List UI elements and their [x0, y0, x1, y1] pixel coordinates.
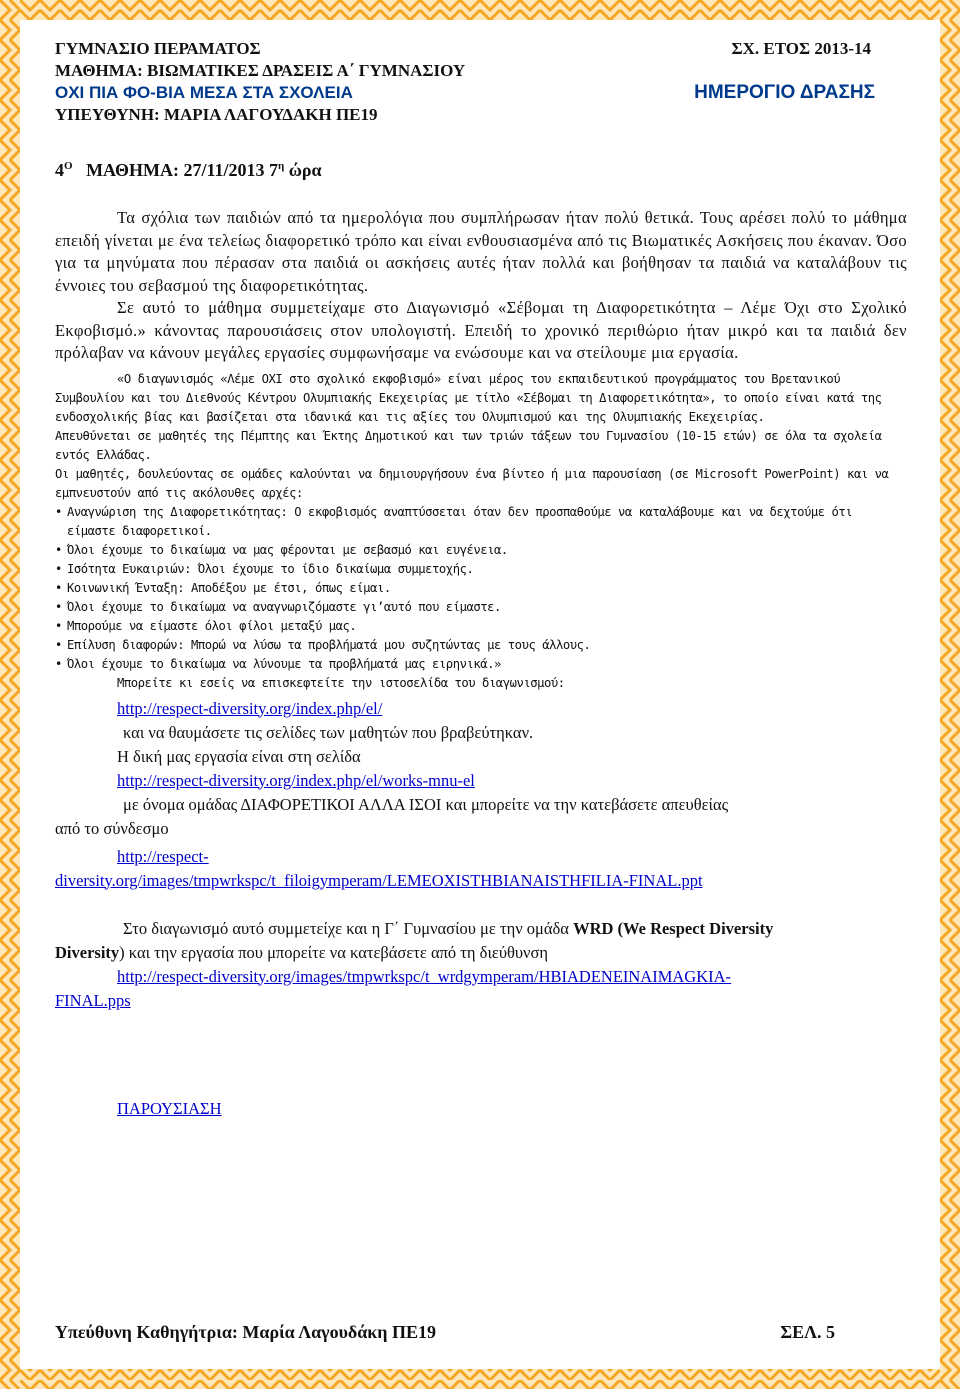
- lesson-heading: $4^O$ ΜΑΘΗΜΑ: 27/11/2013 $7^\eta$ ώρα: [55, 160, 322, 180]
- g-team-name: WRD (We Respect Diversity: [573, 918, 774, 938]
- diary-title: ΗΜΕΡΟΓΙΟ ΔΡΑΣΗΣ: [694, 82, 875, 103]
- paragraph-comments: Τα σχόλια των παιδιών από τα ημερολόγια που συμπλήρωσαν ήταν πολύ θετικά. Τους αρέσει πολύ το μάθημα επειδή γίνεται με ένα τελείως διαφορετικό τρόπο και είναι ενθουσιασμένα από τις Βιωματικές Ασκήσεις που έκαναν. Όσο για τα μηνύματα που πέρασαν στα παιδιά οι ασκήσεις αυτές ήταν πολλά και βοήθησαν τα παιδιά να καταλάβουν τις έννοιες του σεβασμού της διαφορετικότητας.: [55, 208, 907, 295]
- admire-text: και να θαυμάσετε τις σελίδες των μαθητών που βραβεύτηκαν.: [123, 722, 534, 742]
- list-item: • Όλοι έχουμε το δικαίωμα να μας φέρονται με σεβασμό και ευγένεια.: [55, 542, 508, 557]
- presentation-link[interactable]: ΠΑΡΟΥΣΙΑΣΗ: [117, 1098, 222, 1118]
- g-class-line-2: Diversity) και την εργασία που μπορείτε να κατεβάσετε από τη διεύθυνση: [55, 942, 549, 962]
- list-item: • Κοινωνική Ένταξη: Αποδέξου με έτσι, όπως είμαι.: [55, 580, 391, 595]
- course-title: ΜΑΘΗΜΑ: ΒΙΩΜΑΤΙΚΕΣ ΔΡΑΣΕΙΣ Α΄ ΓΥΜΝΑΣΙΟΥ: [55, 61, 466, 80]
- ppt-download-link-part1[interactable]: http://respect-: [117, 846, 209, 866]
- list-item: • Όλοι έχουμε το δικαίωμα να αναγνωριζόμαστε γι’αυτό που είμαστε.: [55, 599, 501, 614]
- paragraph-contest: Σε αυτό το μάθημα συμμετείχαμε στο Διαγωνισμό «Σέβομαι τη Διαφορετικότητα – Λέμε Όχι στο Σχολικό Εκφοβισμό.» κάνοντας παρουσιάσεις στον υπολογιστή. Επειδή το χρονικό περιθώριο ήταν μικρό και τα παιδιά δεν πρόλαβαν να κάνουν μεγάλες εργασίες συμφωνήσαμε να ενώσουμε και να στείλουμε μια εργασία.: [55, 298, 907, 362]
- team-line: με όνομα ομάδας ΔΙΑΦΟΡΕΤΙΚΟΙ ΑΛΛΑ ΙΣΟΙ και μπορείτε να την κατεβάσετε απευθείας: [123, 794, 729, 814]
- our-work-text: Η δική μας εργασία είναι στη σελίδα: [117, 746, 361, 766]
- school-name: ΓΥΜΝΑΣΙΟ ΠΕΡΑΜΑΤΟΣ: [55, 39, 261, 58]
- works-page-link[interactable]: http://respect-diversity.org/index.php/el/works-mnu-el: [117, 770, 475, 790]
- list-item: • Όλοι έχουμε το δικαίωμα να λύνουμε τα προβλήματά μας ειρηνικά.»: [55, 656, 501, 671]
- list-item: • Ισότητα Ευκαιριών: Όλοι έχουμε το ίδιο δικαίωμα συμμετοχής.: [55, 561, 474, 576]
- contest-audience: Απευθύνεται σε μαθητές της Πέμπτης και Έκτης Δημοτικού και των τριών τάξεων του Γυμνασίου (10-15 ετών) σε όλα τα σχολεία εντός Ελλάδας.: [55, 428, 882, 462]
- page-number: ΣΕΛ. 5: [780, 1322, 835, 1342]
- contest-description: [55, 370, 907, 693]
- visit-site-text: Μπορείτε κι εσείς να επισκεφτείτε την ιστοσελίδα του διαγωνισμού:: [117, 675, 565, 690]
- links-section: [55, 697, 907, 1121]
- project-title: ΟΧΙ ΠΙΑ ΦΟ-ΒΙΑ ΜΕΣΑ ΣΤΑ ΣΧΟΛΕΙΑ: [55, 83, 353, 102]
- from-link-text: από το σύνδεσμο: [55, 818, 169, 838]
- document-header: [55, 38, 907, 126]
- principles-list: [55, 503, 907, 674]
- school-year: ΣΧ. ΕΤΟΣ 2013-14: [731, 39, 871, 58]
- pps-download-link-part1[interactable]: http://respect-diversity.org/images/tmpwrkspc/t_wrdgymperam/HBIADENEINAIMAGKIA-: [117, 966, 732, 986]
- list-item: • Επίλυση διαφορών: Μπορώ να λύσω τα προβλήματά μου συζητώντας με τους άλλους.: [55, 637, 591, 652]
- pps-download-link-part2[interactable]: FINAL.pps: [55, 990, 131, 1010]
- page-content: [55, 38, 907, 1121]
- contest-task: Οι μαθητές, δουλεύοντας σε ομάδες καλούνται να δημιουργήσουν ένα βίντεο ή μια παρουσίαση (σε Microsoft PowerPoint) και να εμπνευστούν από τις ακόλουθες αρχές:: [55, 466, 889, 500]
- teacher-line: ΥΠΕΥΘΥΝΗ: ΜΑΡΙΑ ΛΑΓΟΥΔΑΚΗ ΠΕ19: [55, 105, 378, 124]
- list-item: • Αναγνώριση της Διαφορετικότητας: Ο εκφοβισμός αναπτύσσεται όταν δεν προσπαθούμε να καταλάβουμε και να δεχτούμε ότι είμαστε διαφορετικοί.: [55, 504, 853, 538]
- page-footer: [55, 1322, 835, 1343]
- team-name: ΔΙΑΦΟΡΕΤΙΚΟΙ ΑΛΛΑ ΙΣΟΙ: [240, 794, 442, 814]
- contest-intro: «Ο διαγωνισμός «Λέμε ΟΧΙ στο σχολικό εκφοβισμό» είναι μέρος του εκπαιδευτικού προγράμματος του Βρετανικού Συμβουλίου και του Διεθνούς Κέντρου Ολυμπιακής Εκεχειρίας με τίτλο «Σέβομαι τη Διαφορετικότητα», το οποίο είναι κατά της ενδοσχολικής βίας και βασίζεται στα ιδανικά και τις αξίες του Ολυμπισμού και της Ολυμπιακής Εκεχειρίας.: [55, 371, 882, 424]
- list-item: • Μπορούμε να είμαστε όλοι φίλοι μεταξύ μας.: [55, 618, 357, 633]
- footer-teacher: Υπεύθυνη Καθηγήτρια: Μαρία Λαγουδάκη ΠΕ19: [55, 1322, 437, 1342]
- g-class-line: Στο διαγωνισμό αυτό συμμετείχε και η Γ΄ Γυμνασίου με την ομάδα WRD (We Respect Diversity: [123, 918, 774, 938]
- ppt-download-link-part2[interactable]: diversity.org/images/tmpwrkspc/t_filoigymperam/LEMEOXISTHBIANAISTHFILIA-FINAL.ppt: [55, 870, 703, 890]
- contest-site-link[interactable]: http://respect-diversity.org/index.php/el/: [117, 698, 383, 718]
